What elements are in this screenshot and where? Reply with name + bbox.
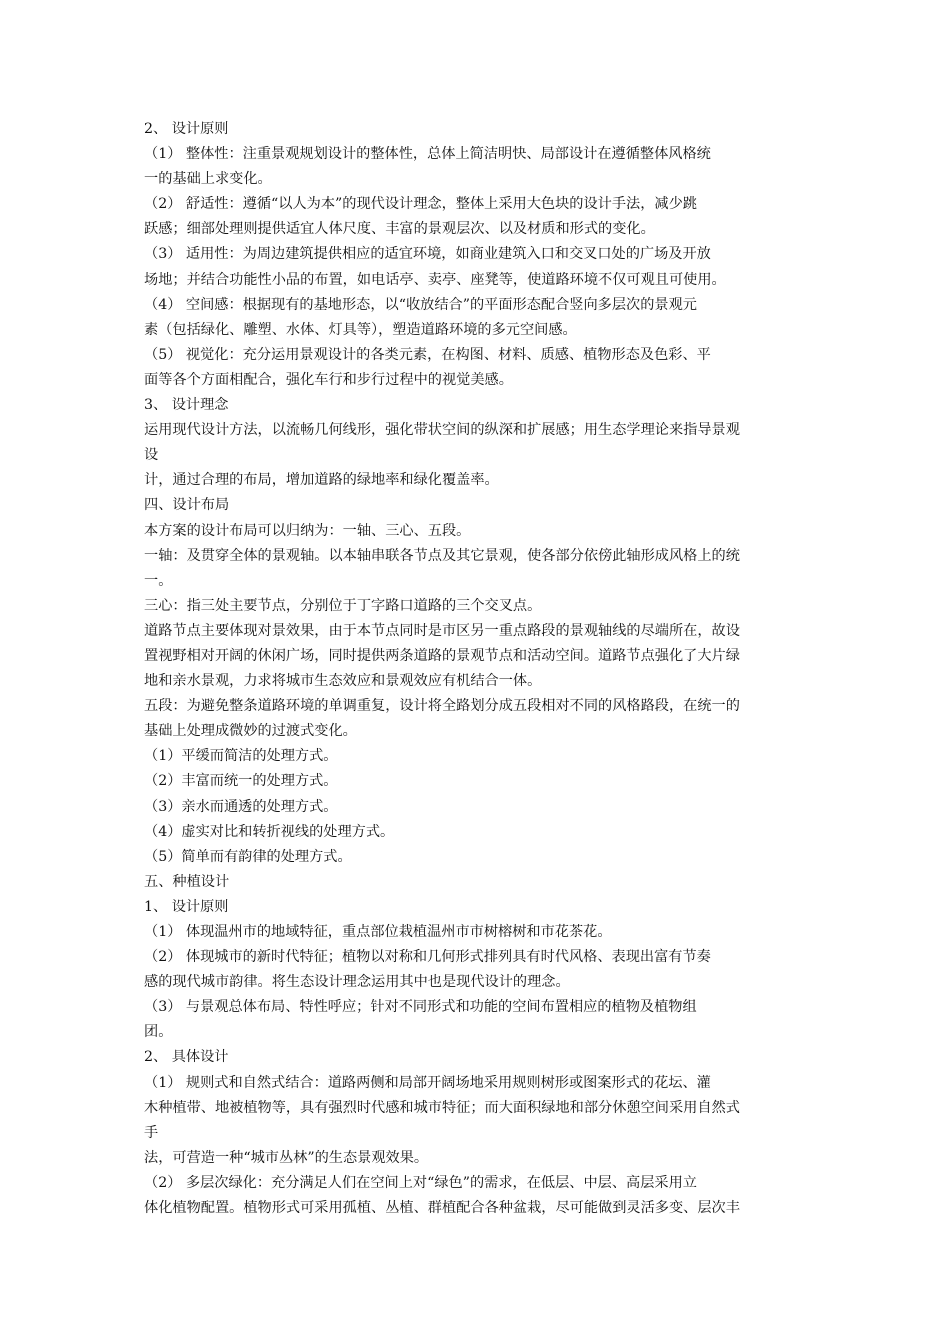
text-line: 1、 设计原则 xyxy=(144,898,229,915)
text-line: （2）丰富而统一的处理方式。 xyxy=(144,773,338,790)
text-line: 三心：指三处主要节点，分别位于丁字路口道路的三个交叉点。 xyxy=(144,597,542,614)
text-line: 基础上处理成微妙的过渡式变化。 xyxy=(144,723,357,740)
text-line: （1） 整体性：注重景观规划设计的整体性，总体上简洁明快、局部设计在遵循整体风格统 xyxy=(144,146,711,163)
text-line: 计，通过合理的布局，增加道路的绿地率和绿化覆盖率。 xyxy=(144,472,499,489)
text-line: 地和亲水景观，力求将城市生态效应和景观效应有机结合一体。 xyxy=(144,673,542,690)
text-line: 感的现代城市韵律。将生态设计理念运用其中也是现代设计的理念。 xyxy=(144,974,570,991)
text-line: 手 xyxy=(144,1124,159,1141)
text-line: 2、 设计原则 xyxy=(144,121,229,137)
text-line: （3） 适用性：为周边建筑提供相应的适宜环境，如商业建筑入口和交叉口处的广场及开放 xyxy=(144,246,711,263)
text-line: 一的基础上求变化。 xyxy=(144,171,272,188)
text-line: 素（包括绿化、雕塑、水体、灯具等），塑造道路环境的多元空间感。 xyxy=(144,321,577,338)
text-line: （2） 多层次绿化：充分满足人们在空间上对“绿色”的需求，在低层、中层、高层采用立 xyxy=(144,1174,697,1191)
text-line: （2） 舒适性：遵循“以人为本”的现代设计理念，整体上采用大色块的设计手法，减少跳 xyxy=(144,196,697,213)
text-line: 道路节点主要体现对景效果，由于本节点同时是市区另一重点路段的景观轴线的尽端所在，故设 xyxy=(144,622,740,639)
text-line: 设 xyxy=(144,447,159,464)
text-line: （1）平缓而简洁的处理方式。 xyxy=(144,748,338,765)
text-line: 置视野相对开阔的休闲广场，同时提供两条道路的景观节点和活动空间。道路节点强化了大片绿 xyxy=(144,647,740,664)
text-line: 一轴：及贯穿全体的景观轴。以本轴串联各节点及其它景观，使各部分依傍此轴形成风格上的统 xyxy=(144,547,740,564)
text-line: （2） 体现城市的新时代特征；植物以对称和几何形式排列具有时代风格、表现出富有节奏 xyxy=(144,949,711,966)
text-line: （1） 体现温州市的地域特征，重点部位栽植温州市市树榕树和市花茶花。 xyxy=(144,924,612,940)
text-line: 体化植物配置。植物形式可采用孤植、丛植、群植配合各种盆栽，尽可能做到灵活多变、层次丰 xyxy=(144,1200,740,1217)
text-line: 法，可营造一种“城市丛林”的生态景观效果。 xyxy=(144,1149,429,1166)
document-body xyxy=(144,117,812,1221)
text-line: 本方案的设计布局可以归纳为：一轴、三心、五段。 xyxy=(144,522,471,539)
text-line: 场地；并结合功能性小品的布置，如电话亭、卖亭、座凳等，使道路环境不仅可观且可使用。 xyxy=(144,271,726,288)
text-line: 跃感；细部处理则提供适宜人体尺度、丰富的景观层次、以及材质和形式的变化。 xyxy=(144,221,655,238)
text-line: （4）虚实对比和转折视线的处理方式。 xyxy=(144,823,395,840)
text-line: 四、设计布局 xyxy=(144,497,230,514)
text-line: （3）亲水而通透的处理方式。 xyxy=(144,798,338,815)
text-line: 3、 设计理念 xyxy=(144,397,229,414)
text-line: （4） 空间感：根据现有的基地形态，以“收放结合”的平面形态配合竖向多层次的景观元 xyxy=(144,296,697,313)
text-line: （5）简单而有韵律的处理方式。 xyxy=(144,848,352,865)
text-line: 五段：为避免整条道路环境的单调重复，设计将全路划分成五段相对不同的风格路段，在统一的 xyxy=(144,698,740,715)
text-line: 五、种植设计 xyxy=(144,873,230,890)
text-line: 面等各个方面相配合，强化车行和步行过程中的视觉美感。 xyxy=(144,371,513,388)
text-line: 运用现代设计方法，以流畅几何线形，强化带状空间的纵深和扩展感；用生态学理论来指导景观 xyxy=(144,422,740,439)
text-line: 2、 具体设计 xyxy=(144,1049,229,1066)
text-line: 团。 xyxy=(144,1024,173,1041)
text-line: 木种植带、地被植物等，具有强烈时代感和城市特征；而大面积绿地和部分休憩空间采用自然式 xyxy=(144,1099,740,1116)
text-line: （5） 视觉化：充分运用景观设计的各类元素，在构图、材料、质感、植物形态及色彩、平 xyxy=(144,346,711,363)
text-line: 一。 xyxy=(144,572,173,589)
text-line: （1） 规则式和自然式结合：道路两侧和局部开阔场地采用规则树形或图案形式的花坛、灌 xyxy=(144,1074,711,1091)
text-line: （3） 与景观总体布局、特性呼应；针对不同形式和功能的空间布置相应的植物及植物组 xyxy=(144,999,697,1016)
